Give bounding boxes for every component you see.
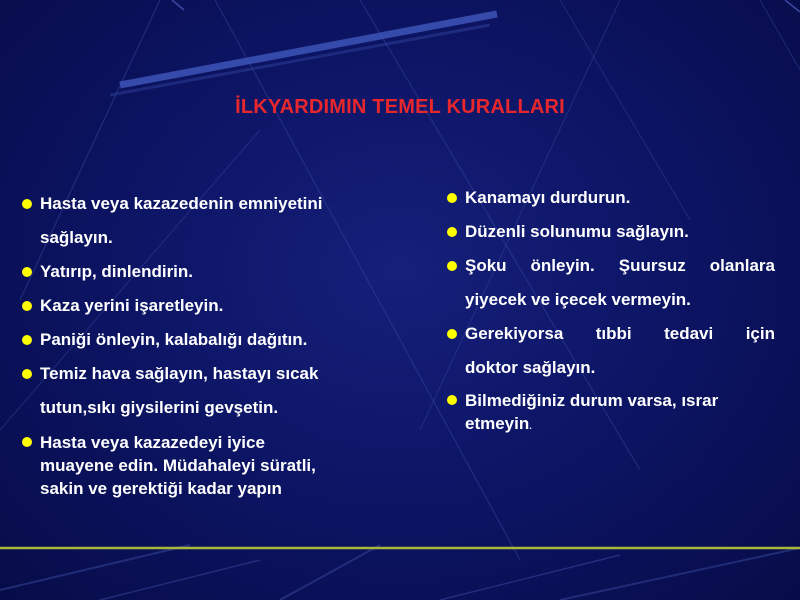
list-item-line: Gerekiyorsa tıbbi tedavi için: [465, 324, 775, 343]
right-column: [447, 181, 775, 438]
list-item: [447, 249, 775, 317]
list-item-line: muayene edin. Müdahaleyi süratli,: [40, 456, 316, 475]
list-item: [447, 389, 775, 438]
list-item-line: sakin ve gerektiği kadar yapın: [40, 479, 282, 498]
bullet-icon: [22, 301, 32, 311]
list-item-line: doktor sağlayın.: [465, 358, 596, 377]
list-item: [22, 323, 384, 357]
list-item: [22, 255, 384, 289]
slide-title: İLKYARDIMIN TEMEL KURALLARI: [235, 96, 565, 118]
list-item: [447, 317, 775, 385]
bullet-icon: [22, 437, 32, 447]
list-item: [22, 187, 384, 255]
list-item-line: [465, 412, 775, 438]
list-item-line: Kanamayı durdurun.: [465, 188, 631, 207]
bullet-icon: [22, 335, 32, 345]
list-item: [22, 289, 384, 323]
left-column: [22, 187, 384, 500]
bullet-icon: [22, 369, 32, 379]
streak-line: [760, 0, 800, 70]
top-band-shadow: [110, 25, 490, 95]
bottom-streak: [560, 548, 800, 600]
list-item-line: Şoku önleyin. Şuursuz olanlara: [465, 256, 775, 275]
list-item-text: etmeyin: [465, 414, 530, 433]
corner-mark: [785, 0, 800, 12]
bottom-streak: [100, 560, 260, 600]
bottom-streak: [280, 545, 380, 600]
bullet-icon: [447, 193, 457, 203]
trailing-mark: .: [529, 421, 532, 431]
list-item: [447, 181, 775, 215]
list-item: [22, 431, 384, 500]
top-band: [120, 14, 497, 85]
list-item-line: Düzenli solunumu sağlayın.: [465, 222, 689, 241]
bullet-icon: [22, 199, 32, 209]
bullet-icon: [447, 395, 457, 405]
list-item-line: Yatırıp, dinlendirin.: [40, 262, 194, 281]
list-item-line: Temiz hava sağlayın, hastayı sıcak: [40, 364, 319, 383]
list-item-line: Bilmediğiniz durum varsa, ısrar: [465, 391, 719, 410]
list-item-line: Hasta veya kazazedenin emniyetini: [40, 194, 323, 213]
list-item: [447, 215, 775, 249]
corner-mark: [172, 0, 184, 10]
bottom-streak: [0, 545, 190, 590]
bullet-icon: [22, 267, 32, 277]
bullet-icon: [447, 261, 457, 271]
list-item-line: Hasta veya kazazedeyi iyice: [40, 433, 265, 452]
list-item-line: yiyecek ve içecek vermeyin.: [465, 290, 691, 309]
list-item-line: Kaza yerini işaretleyin.: [40, 296, 224, 315]
bullet-icon: [447, 329, 457, 339]
list-item-line: tutun,sıkı giysilerini gevşetin.: [40, 398, 279, 417]
bullet-icon: [447, 227, 457, 237]
list-item-line: sağlayın.: [40, 228, 113, 247]
list-item: [22, 357, 384, 425]
list-item-line: Paniği önleyin, kalabalığı dağıtın.: [40, 330, 308, 349]
